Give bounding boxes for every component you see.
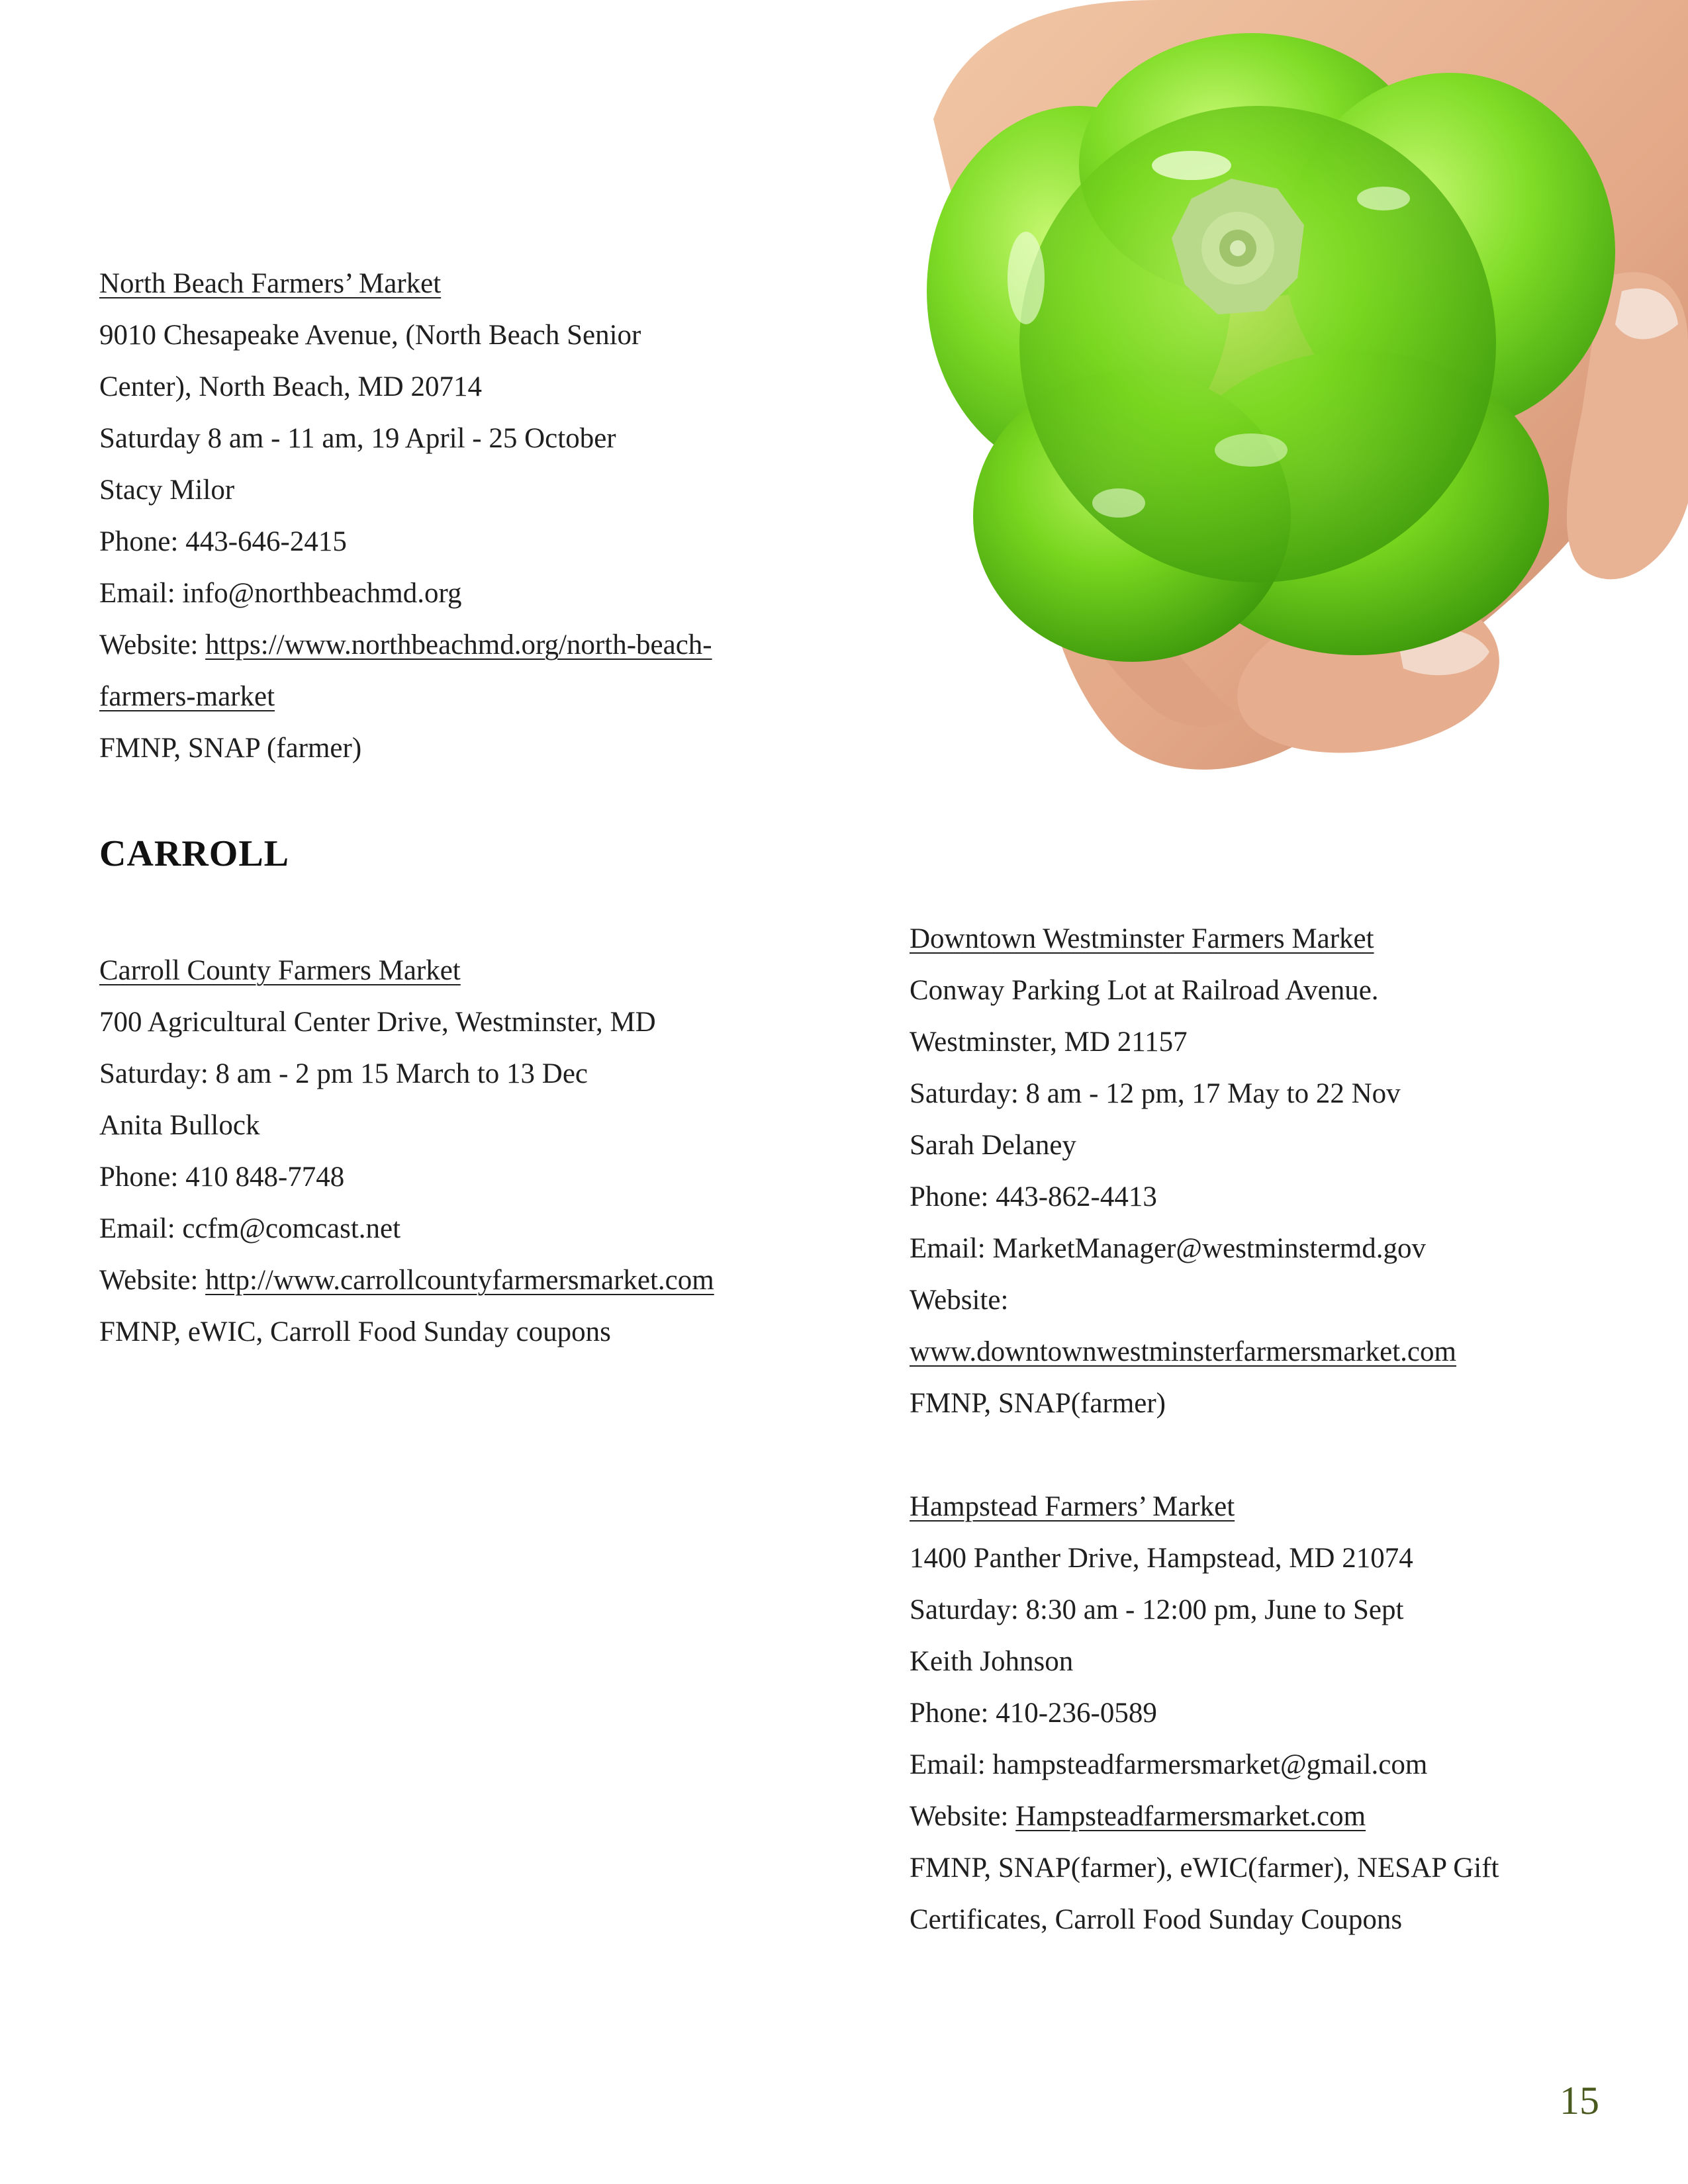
email: Email: info@northbeachmd.org: [99, 578, 462, 609]
website-label: Website:: [99, 629, 206, 660]
email: Email: ccfm@comcast.net: [99, 1213, 401, 1244]
website-label: Website:: [910, 1801, 1016, 1832]
website-link-continued[interactable]: farmers-market: [99, 681, 275, 712]
market-hours: Saturday: 8:30 am - 12:00 pm, June to Sept: [910, 1594, 1404, 1625]
address-line: Conway Parking Lot at Railroad Avenue.: [910, 975, 1379, 1006]
email: Email: MarketManager@westminstermd.gov: [910, 1233, 1426, 1264]
accepted-programs: FMNP, SNAP (farmer): [99, 733, 362, 764]
market-hours: Saturday 8 am - 11 am, 19 April - 25 October: [99, 423, 616, 454]
downtown-westminster-market-entry: [910, 913, 1456, 1430]
address-line: 1400 Panther Drive, Hampstead, MD 21074: [910, 1543, 1413, 1574]
address-line: Westminster, MD 21157: [910, 1026, 1188, 1058]
county-heading: CARROLL: [99, 833, 290, 874]
market-name[interactable]: North Beach Farmers’ Market: [99, 268, 442, 299]
phone: Phone: 410-236-0589: [910, 1698, 1157, 1729]
accepted-programs: FMNP, SNAP(farmer): [910, 1388, 1166, 1419]
website-link[interactable]: https://www.northbeachmd.org/north-beach-: [205, 629, 712, 660]
market-name[interactable]: Downtown Westminster Farmers Market: [910, 923, 1374, 954]
phone: Phone: 443-862-4413: [910, 1181, 1157, 1212]
email: Email: hampsteadfarmersmarket@gmail.com: [910, 1749, 1428, 1780]
website-line: [99, 619, 712, 671]
page-number: 15: [1560, 2079, 1599, 2122]
accepted-programs: FMNP, eWIC, Carroll Food Sunday coupons: [99, 1316, 611, 1347]
accepted-programs: FMNP, SNAP(farmer), eWIC(farmer), NESAP Gift: [910, 1852, 1499, 1884]
website-link[interactable]: Hampsteadfarmersmarket.com: [1015, 1801, 1366, 1832]
phone: Phone: 410 848-7748: [99, 1161, 345, 1193]
hampstead-market-entry: [910, 1481, 1499, 1946]
market-name[interactable]: Hampstead Farmers’ Market: [910, 1491, 1235, 1522]
contact-name: Keith Johnson: [910, 1646, 1074, 1677]
address-line: Center), North Beach, MD 20714: [99, 371, 482, 402]
website-line: [910, 1791, 1499, 1843]
market-hours: Saturday: 8 am - 12 pm, 17 May to 22 Nov: [910, 1078, 1401, 1109]
website-label: Website:: [910, 1285, 1009, 1316]
website-label: Website:: [99, 1265, 206, 1296]
accepted-programs-continued: Certificates, Carroll Food Sunday Coupons: [910, 1904, 1403, 1935]
address-line: 9010 Chesapeake Avenue, (North Beach Senior: [99, 320, 641, 351]
contact-name: Anita Bullock: [99, 1110, 260, 1141]
phone: Phone: 443-646-2415: [99, 526, 347, 557]
market-name[interactable]: Carroll County Farmers Market: [99, 955, 461, 986]
address-line: 700 Agricultural Center Drive, Westminster, MD: [99, 1007, 656, 1038]
carroll-county-market-entry: [99, 945, 714, 1358]
north-beach-market-entry: [99, 258, 712, 774]
website-line: [99, 1255, 714, 1306]
website-link[interactable]: http://www.carrollcountyfarmersmarket.com: [205, 1265, 714, 1296]
contact-name: Stacy Milor: [99, 475, 235, 506]
contact-name: Sarah Delaney: [910, 1130, 1076, 1161]
website-link[interactable]: www.downtownwestminsterfarmersmarket.com: [910, 1336, 1456, 1367]
market-hours: Saturday: 8 am - 2 pm 15 March to 13 Dec: [99, 1058, 588, 1089]
green-pepper-in-hand-photo: [880, 0, 1688, 788]
